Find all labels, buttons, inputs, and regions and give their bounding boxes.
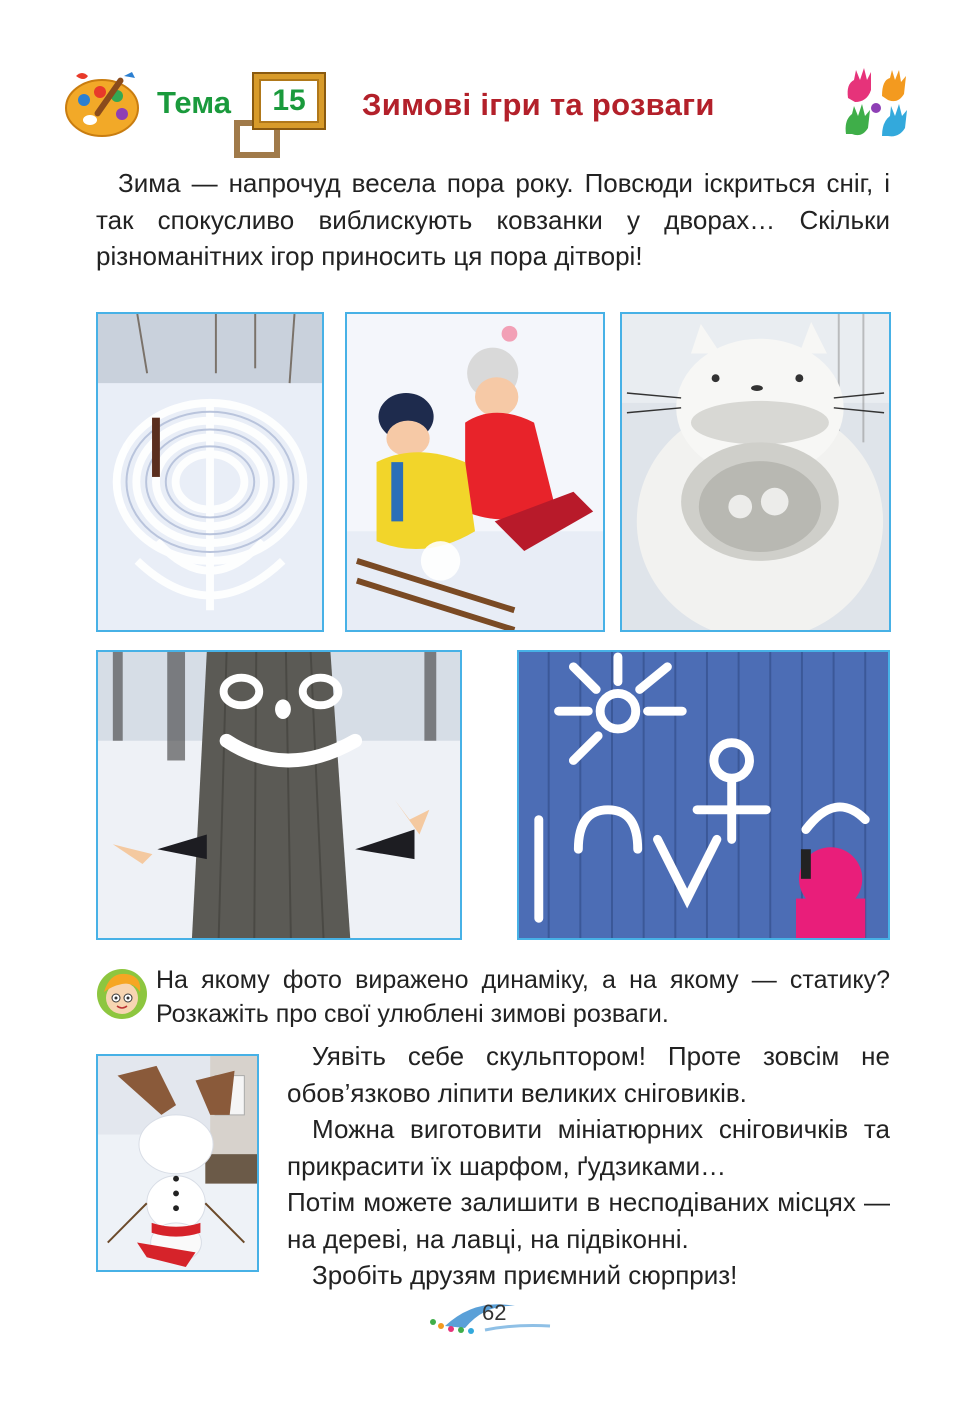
photo-children-sledding bbox=[345, 312, 605, 632]
topic-number-frame bbox=[252, 72, 326, 130]
sculpt-paragraph: Потім можете залишити в несподіваних місцях — на дереві, на лавці, на підвіконні. bbox=[287, 1187, 890, 1254]
page-number: 62 bbox=[482, 1300, 507, 1325]
sculpt-text-block bbox=[287, 1038, 890, 1294]
question-text: На якому фото виражено динаміку, а на якому — статику? Розкажіть про свої улюблені зимові розваги. bbox=[156, 966, 890, 1028]
sculpt-paragraph: Зробіть друзям приємний сюрприз! bbox=[312, 1260, 738, 1290]
topic-number: 15 bbox=[259, 79, 319, 123]
photo-snow-drawing-fence bbox=[517, 650, 890, 940]
hands-icon bbox=[842, 68, 918, 140]
photo-upside-down-snowman bbox=[96, 1054, 259, 1272]
sculpt-paragraph: Уявіть себе скульптором! Проте зовсім не обов’язково ліпити великих сніговиків. bbox=[287, 1041, 890, 1108]
sculpt-paragraph: Можна виготовити мініатюрних сніговичків та прикрасити їх шарфом, ґудзиками… bbox=[287, 1114, 890, 1181]
intro-paragraph: Зима — напрочуд весела пора року. Повсюди іскриться сніг, і так спокусливо виблискують ковзанки у дворах… Скільки різноманітних ігор приносить ця пора дітворі! bbox=[96, 168, 890, 271]
palette-icon bbox=[62, 70, 144, 140]
photo-snow-labyrinth bbox=[96, 312, 324, 632]
photo-snow-cat-sculpture bbox=[620, 312, 891, 632]
page-title: Зимові ігри та розваги bbox=[362, 87, 715, 122]
kid-icon bbox=[96, 968, 148, 1020]
photo-tree-snow-face bbox=[96, 650, 462, 940]
topic-word: Тема bbox=[157, 85, 231, 120]
